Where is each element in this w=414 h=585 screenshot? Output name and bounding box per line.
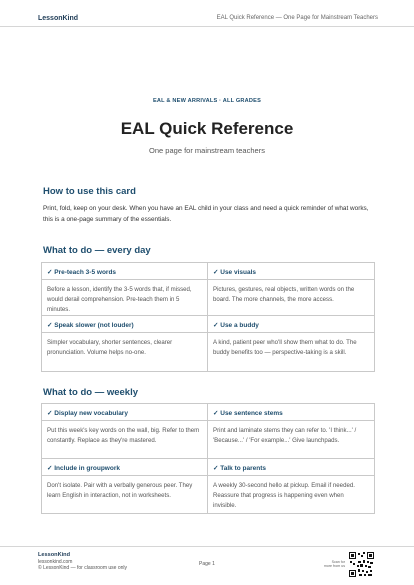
every-day-grid xyxy=(41,262,375,372)
scan-note-line: Scan for xyxy=(331,560,345,564)
page-header xyxy=(0,0,414,27)
tip-title: ✓ Use a buddy xyxy=(208,316,374,333)
tip-card xyxy=(42,404,208,458)
footer-copyright: © LessonKind — for classroom use only xyxy=(38,565,128,571)
tip-body: Put this week's key words on the wall, big. Refer to them constantly. Replace as they're mastered. xyxy=(47,427,200,444)
page-footer xyxy=(0,546,414,585)
footer-brand: LessonKind xyxy=(38,552,71,558)
tip-title: ✓ Display new vocabulary xyxy=(42,404,207,421)
scan-note-line: more from us xyxy=(323,564,345,569)
tip-body: Before a lesson, identify the 3-5 words that, if missed, would derail comprehension. Pre-teach them in 5 minutes. xyxy=(47,286,192,313)
tip-title: ✓ Talk to parents xyxy=(208,459,374,476)
tip-title: ✓ Include in groupwork xyxy=(42,459,207,476)
tip-title: ✓ Speak slower (not louder) xyxy=(42,316,207,333)
weekly-row xyxy=(42,404,374,459)
weekly-row xyxy=(42,459,374,513)
tip-body: Print and laminate stems they can refer to. 'I think...' / 'Because...' / 'For example...' Give launchpads. xyxy=(213,427,357,444)
how-to-heading: How to use this card xyxy=(43,186,136,197)
page-subtitle: One page for mainstream teachers xyxy=(149,146,265,155)
tip-card xyxy=(42,459,208,513)
tip-title: ✓ Use visuals xyxy=(208,263,374,280)
every-day-row xyxy=(42,316,374,371)
tip-card xyxy=(42,316,208,371)
every-day-row xyxy=(42,263,374,316)
tip-card xyxy=(208,459,374,513)
tip-card xyxy=(208,404,374,458)
tip-body: A weekly 30-second hello at pickup. Email if needed. Reassure that progress is happening even when invisible. xyxy=(213,482,355,509)
tip-body: Don't isolate. Pair with a verbally generous peer. They learn English in interaction, not in worksheets. xyxy=(47,482,193,499)
tip-card xyxy=(208,263,374,315)
header-doc-title: EAL Quick Reference — One Page for Mainstream Teachers xyxy=(216,15,378,21)
scan-note xyxy=(321,560,345,569)
every-day-heading: What to do — every day xyxy=(43,245,151,256)
tip-title: ✓ Pre-teach 3-5 words xyxy=(42,263,207,280)
tip-body: Pictures, gestures, real objects, written words on the board. The more channels, the more access. xyxy=(213,286,355,303)
weekly-heading: What to do — weekly xyxy=(43,387,139,398)
weekly-grid xyxy=(41,403,375,514)
how-to-body: Print, fold, keep on your desk. When you have an EAL child in your class and need a quick reminder of what works, this is a one-page summary of the essentials. xyxy=(43,205,369,223)
tip-card xyxy=(42,263,208,315)
tip-card xyxy=(208,316,374,371)
page-number: Page 1 xyxy=(199,561,215,567)
eyebrow-label: EAL & NEW ARRIVALS · ALL GRADES xyxy=(152,98,262,104)
header-brand: LessonKind xyxy=(38,15,79,22)
tip-body: Simpler vocabulary, shorter sentences, clearer pronunciation. Volume helps no-one. xyxy=(47,339,173,356)
page-title: EAL Quick Reference xyxy=(120,119,294,138)
qr-code-icon xyxy=(349,552,374,577)
footer-site-link[interactable]: lessonkind.com xyxy=(38,559,73,565)
tip-title: ✓ Use sentence stems xyxy=(208,404,374,421)
tip-body: A kind, patient peer who'll show them what to do. The buddy benefits too — perspective-taking is a skill. xyxy=(213,339,357,356)
